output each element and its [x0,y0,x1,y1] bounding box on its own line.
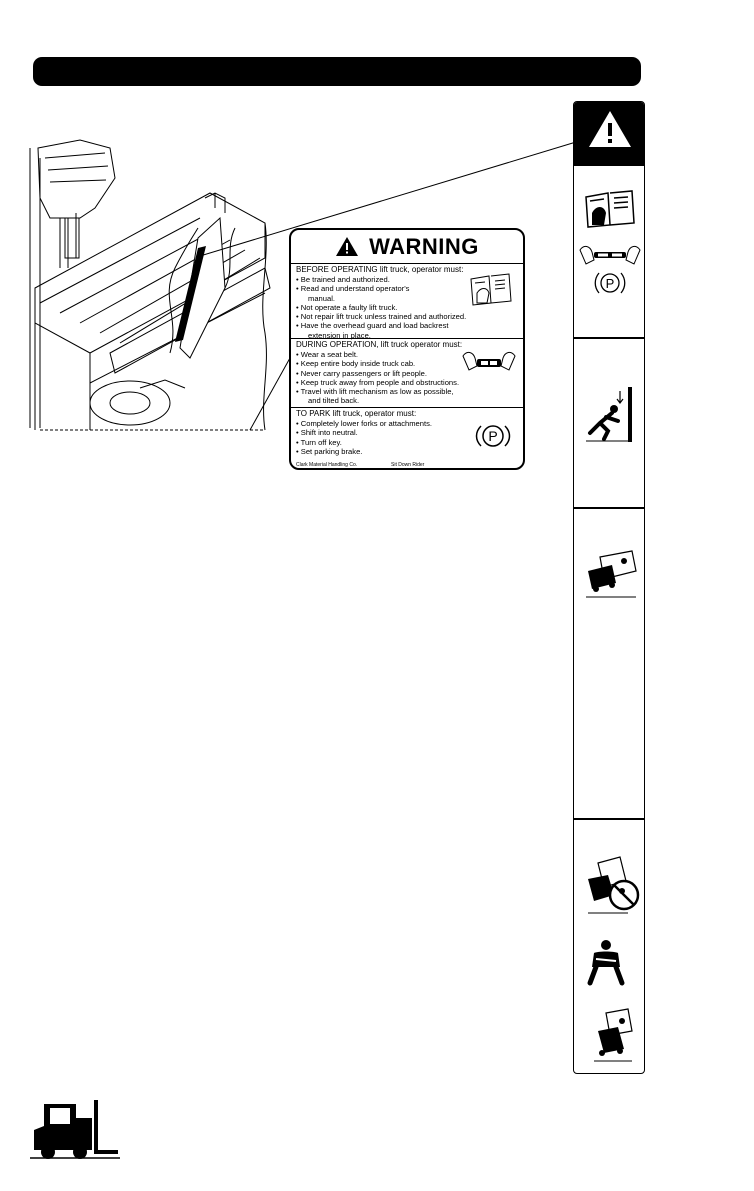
manual-icon [584,189,636,229]
tab-warning-header [574,102,644,166]
warning-triangle-icon [335,236,359,257]
tipover-icon [592,1007,636,1063]
parking-brake-icon [594,269,626,297]
list-item: • Not operate a faulty lift truck. [296,302,398,312]
park-letter: P [605,276,615,291]
crush-hazard-icon [586,387,636,442]
forklift-logo-icon [30,1100,120,1160]
section-header: DURING OPERATION, lift truck operator must: [296,340,463,349]
list-item [296,396,459,405]
seatbelt-icon [461,348,517,374]
list-item: • Wear a seat belt. [296,350,359,359]
list-item: • Be trained and authorized. [296,275,390,284]
list-item-cont: and tilted back. [308,396,360,406]
warning-label [289,228,525,470]
warning-triangle-icon [587,109,633,149]
tab-divider [574,337,644,339]
label-footer-left: Clark Material Handling Co. [296,462,358,468]
seatbelt-icon [578,244,642,266]
section-list [296,419,432,456]
before-operating-section [291,263,523,339]
section-header: TO PARK lift truck, operator must: [296,409,417,418]
list-item: • Keep truck away from people and obstructions. [296,377,460,387]
list-item [296,294,466,303]
tab-divider [574,507,644,509]
no-passenger-icon [584,855,642,915]
list-item: • Never carry passengers or lift people. [296,368,427,378]
parking-brake-icon [475,422,511,450]
list-item: • Set parking brake. [296,446,363,456]
label-heading: WARNING [369,233,479,259]
park-letter: P [488,428,498,444]
list-item: • Travel with lift mechanism as low as possible, [296,387,454,397]
to-park-section [291,407,523,470]
list-item: • Read and understand operator's [296,284,410,294]
list-item-cont: extension in place. [308,330,371,340]
header-bar [33,57,641,86]
list-item: • Keep entire body inside truck cab. [296,359,416,369]
list-item: • Shift into neutral. [296,428,358,438]
during-operation-section [291,338,523,408]
section-list [296,275,466,340]
seatbelt-person-icon [586,939,626,989]
side-tab-strip [573,101,645,1074]
tipover-icon [582,549,638,599]
tab-divider [574,818,644,820]
list-item: • Completely lower forks or attachments. [296,419,433,428]
list-item: • Turn off key. [296,437,342,447]
list-item: • Have the overhead guard and load backrest [296,321,449,331]
manual-icon [469,273,513,307]
section-list [296,350,459,406]
label-header [291,230,523,264]
list-item-cont: manual. [308,293,336,303]
section-header: BEFORE OPERATING lift truck, operator must: [296,265,464,274]
list-item: • Not repair lift truck unless trained and authorized. [296,312,467,322]
label-footer-right: Sit Down Rider [391,462,425,468]
